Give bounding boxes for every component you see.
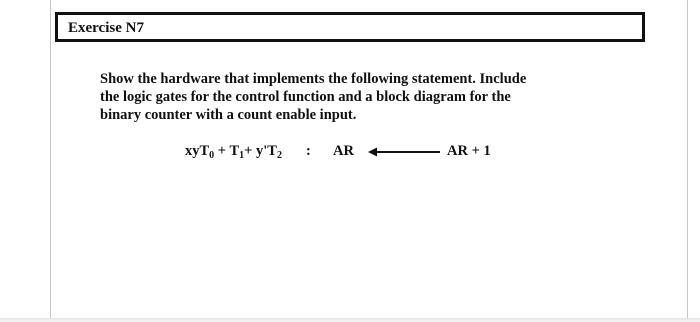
term-yt2 bbox=[256, 143, 282, 159]
term-xyt0-subscript: 0 bbox=[209, 150, 215, 161]
term-yt2-subscript: 2 bbox=[276, 150, 282, 161]
control-function bbox=[185, 143, 282, 161]
exercise-title-box bbox=[55, 12, 645, 42]
instruction-line-1: Show the hardware that implements the following statement. Include bbox=[100, 71, 527, 87]
term-t1-base: T bbox=[229, 143, 240, 159]
instruction-paragraph bbox=[100, 70, 620, 124]
page-bottom-edge bbox=[0, 318, 700, 322]
source-expression: AR + 1 bbox=[447, 143, 491, 159]
plus-operator-1: + bbox=[214, 143, 230, 159]
destination-register: AR bbox=[333, 143, 354, 159]
transfer-arrow-icon bbox=[368, 146, 440, 158]
term-xyt0-base: xyT bbox=[185, 143, 210, 159]
statement-separator: : bbox=[306, 143, 311, 159]
term-xyt0 bbox=[185, 143, 214, 159]
instruction-line-2: the logic gates for the control function and a block diagram for the bbox=[100, 89, 511, 105]
term-t1-subscript: 1 bbox=[239, 150, 245, 161]
term-yt2-base: y'T bbox=[256, 143, 277, 159]
exercise-title: Exercise N7 bbox=[68, 20, 144, 36]
plus-operator-2: + bbox=[244, 143, 256, 159]
page-frame bbox=[50, 0, 688, 318]
term-t1 bbox=[229, 143, 244, 159]
instruction-line-3: binary counter with a count enable input. bbox=[100, 107, 357, 123]
